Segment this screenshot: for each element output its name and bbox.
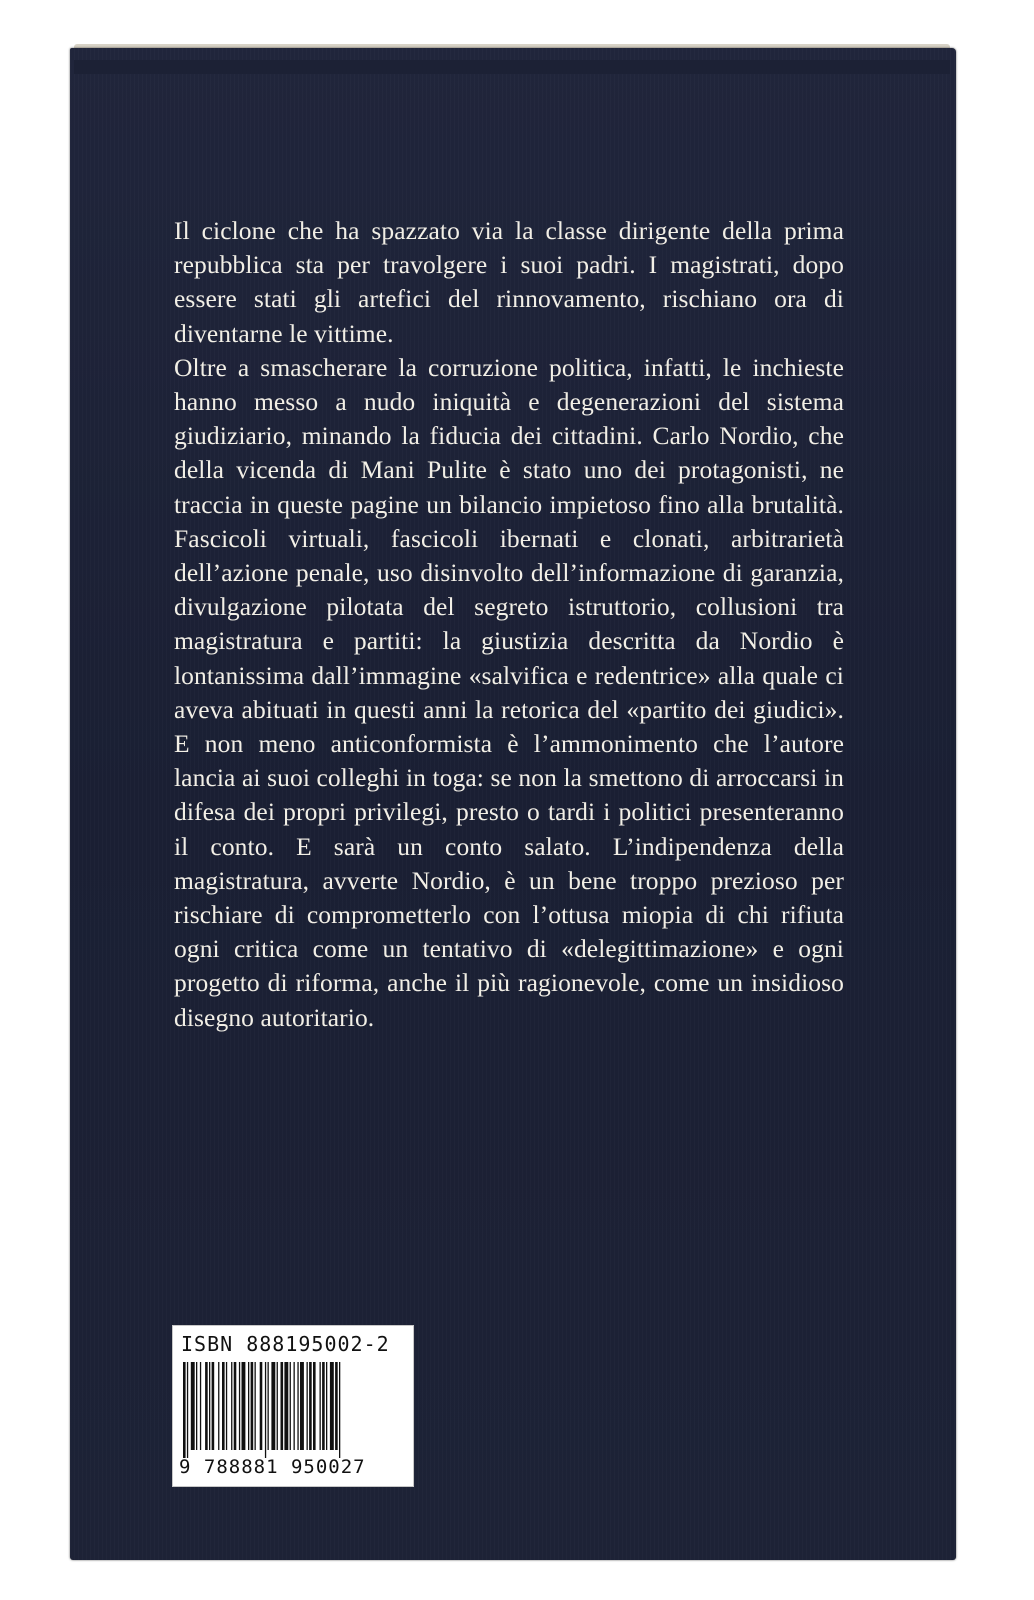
barcode-digits: 9 788881 950027 [179,1456,366,1478]
blurb-paragraph-1: Il ciclone che ha spazzato via la classe dirigente della prima repubblica sta per travolgere i suoi padri. I magistrati, dopo essere stati gli artefici del rinnovamento, rischiano ora di diventarne le vittime. [174,216,844,348]
blurb-text [174,214,844,1035]
isbn-barcode-label [172,1325,414,1487]
isbn-text: ISBN 888195002-2 [181,1332,390,1356]
book-cover-top-strip [74,60,950,74]
blurb-paragraph-2: Oltre a smascherare la corruzione politica, infatti, le inchieste hanno messo a nudo iniquità e degenerazioni del sistema giudiziario, minando la fiducia dei cittadini. Carlo Nordio, che della vicenda di Mani Pulite è stato uno dei protagonisti, ne traccia in queste pagine un bilancio impietoso fino alla brutalità. Fascicoli virtuali, fascicoli ibernati e clonati, arbitrarietà dell’azione penale, uso disinvolto dell’informazione di garanzia, divulgazione pilotata del segreto istruttorio, collusioni tra magistratura e partiti: la giustizia descritta da Nordio è lontanissima dall’immagine «salvifica e redentrice» alla quale ci aveva abituati in questi anni la retorica del «partito dei giudici». E non meno anticonformista è l’ammonimento che l’autore lancia ai suoi colleghi in toga: se non la smettono di arroccarsi in difesa dei propri privilegi, presto o tardi i politici presenteranno il conto. E sarà un conto salato. L’indipendenza della magistratura, avverte Nordio, è un bene troppo prezioso per rischiare di comprometterlo con l’ottusa miopia di chi rifiuta ogni critica come un tentativo di «delegittimazione» e ogni progetto di riforma, anche il più ragionevole, come un insidioso disegno autoritario. [174,352,844,1032]
barcode-bars [183,1362,405,1458]
